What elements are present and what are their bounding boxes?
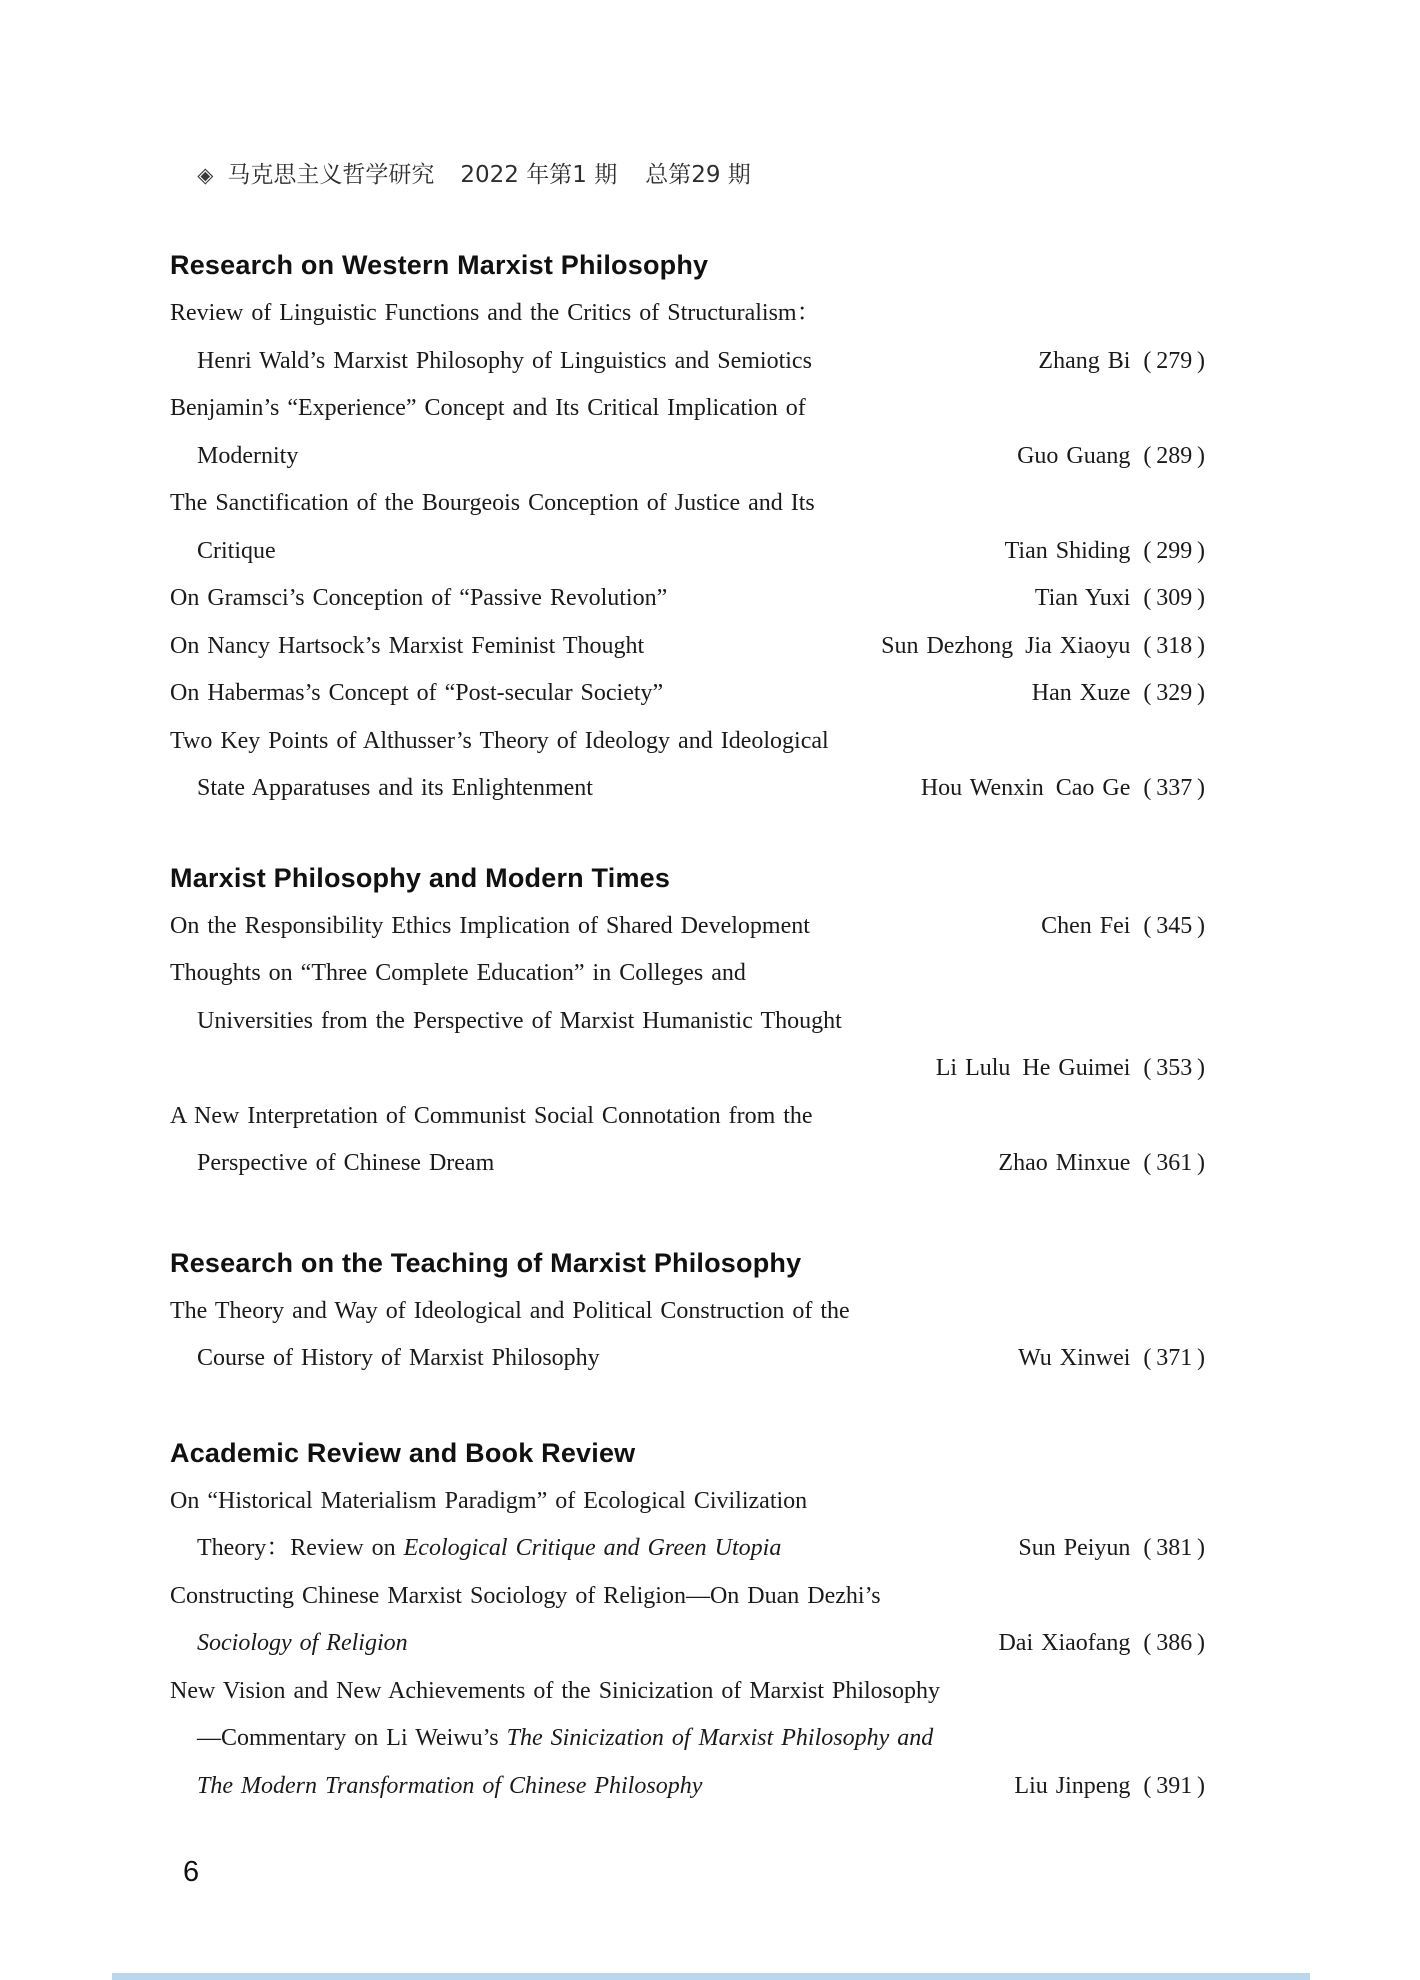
entry-title: On the Responsibility Ethics Implication of Shared Development [170, 912, 810, 939]
section-heading: Academic Review and Book Review [170, 1437, 636, 1468]
toc-entry-line [170, 290, 1205, 338]
entry-page: ( 381 ) [1143, 1535, 1205, 1561]
entry-title: Perspective of Chinese Dream [197, 1150, 495, 1176]
entry-title: Critique [197, 537, 276, 564]
toc-entry-line [170, 1093, 1205, 1141]
toc-entry-line [170, 480, 1205, 528]
toc-entry-line [170, 1525, 1205, 1573]
section-heading: Marxist Philosophy and Modern Times [170, 862, 671, 893]
entry-title: On Nancy Hartsock’s Marxist Feminist Thought [170, 632, 645, 659]
toc-entry-line [170, 623, 1205, 671]
entry-authors: Dai Xiaofang [998, 1630, 1131, 1656]
entry-authors-page [998, 1620, 1205, 1668]
toc-entry-line [170, 528, 1205, 576]
entry-title [170, 1715, 933, 1763]
entry-page: ( 361 ) [1143, 1150, 1205, 1176]
toc-entry-line [170, 433, 1205, 481]
entry-title: Two Key Points of Althusser’s Theory of Ideology and Ideological [170, 727, 829, 754]
toc-content [170, 240, 1205, 1810]
entry-authors-page [1017, 433, 1205, 481]
entry-title-italic: The Sinicization of Marxist Philosophy and [506, 1725, 934, 1751]
entry-page: ( 279 ) [1143, 347, 1205, 374]
entry-authors: Han Xuze [1031, 680, 1131, 706]
toc-entry-line [170, 998, 1205, 1046]
entry-authors-page [1014, 1763, 1205, 1811]
entry-title-italic: Ecological Critique and Green Utopia [403, 1535, 782, 1561]
entry-authors-page [936, 1045, 1205, 1093]
toc-entry-line [170, 1045, 1205, 1093]
entry-page: ( 391 ) [1143, 1772, 1205, 1799]
entry-authors-page [1005, 528, 1205, 576]
toc-entry-line [170, 575, 1205, 623]
entry-authors-page [1018, 1525, 1205, 1573]
entry-title: A New Interpretation of Communist Social Connotation from the [170, 1102, 813, 1129]
entry-authors-page [998, 1140, 1205, 1188]
entry-title: Henri Wald’s Marxist Philosophy of Linguistics and Semiotics [197, 347, 812, 374]
entry-authors: Li Lulu He Guimei [935, 1055, 1131, 1081]
diamond-icon: ◈ [197, 163, 214, 187]
journal-title: 马克思主义哲学研究 [227, 162, 435, 188]
page-header [168, 130, 751, 215]
entry-authors: Hou Wenxin Cao Ge [920, 775, 1131, 801]
toc-entry-line [170, 1140, 1205, 1188]
entry-authors: Tian Shiding [1004, 537, 1131, 564]
section-heading: Research on Western Marxist Philosophy [170, 250, 709, 280]
entry-authors: Sun Peiyun [1018, 1535, 1131, 1561]
entry-title-plain: Theory：Review on [197, 1535, 404, 1561]
entry-title: On Gramsci’s Conception of “Passive Revolution” [170, 585, 668, 611]
entry-authors-page [1032, 670, 1205, 718]
toc-entry-line [170, 338, 1205, 386]
volume-label: 总第29 期 [645, 162, 751, 188]
entry-authors-page [1038, 338, 1205, 386]
toc-entry-line [170, 1763, 1205, 1811]
toc-entry-line [170, 1335, 1205, 1383]
entry-title-italic: The Modern Transformation of Chinese Philosophy [197, 1772, 703, 1799]
entry-title-plain: —Commentary on Li Weiwu’s [197, 1725, 507, 1751]
entry-authors: Tian Yuxi [1034, 585, 1131, 611]
toc-entry-line [170, 1478, 1205, 1526]
entry-authors-page [1041, 903, 1205, 951]
entry-authors: Sun Dezhong Jia Xiaoyu [881, 632, 1131, 659]
entry-title: On Habermas’s Concept of “Post-secular Society” [170, 680, 664, 706]
scan-edge-artifact [112, 1973, 1310, 1980]
entry-title: Review of Linguistic Functions and the Critics of Structuralism： [170, 300, 821, 326]
entry-page: ( 318 ) [1143, 632, 1205, 659]
toc-entry-line [170, 1288, 1205, 1336]
entry-title: On “Historical Materialism Paradigm” of Ecological Civilization [170, 1487, 808, 1514]
toc-entry-line [170, 1620, 1205, 1668]
entry-title: Course of History of Marxist Philosophy [197, 1345, 600, 1371]
entry-page: ( 353 ) [1143, 1055, 1205, 1081]
issue-label: 2022 年第1 期 [460, 162, 618, 188]
entry-title: Thoughts on “Three Complete Education” in Colleges and [170, 960, 746, 986]
entry-title: Constructing Chinese Marxist Sociology of Religion—On Duan Dezhi’s [170, 1582, 881, 1609]
entry-authors: Liu Jinpeng [1014, 1772, 1131, 1799]
page-number: 6 [183, 1856, 200, 1888]
entry-page: ( 299 ) [1143, 537, 1205, 564]
entry-title-italic: Sociology of Religion [197, 1630, 408, 1656]
toc-entry-line [170, 765, 1205, 813]
entry-title: State Apparatuses and its Enlightenment [197, 775, 593, 801]
entry-title: Universities from the Perspective of Marxist Humanistic Thought [197, 1007, 842, 1034]
toc-entry-line [170, 1573, 1205, 1621]
entry-page: ( 309 ) [1143, 585, 1205, 611]
section-heading: Research on the Teaching of Marxist Philosophy [170, 1247, 802, 1278]
entry-page: ( 329 ) [1143, 680, 1205, 706]
toc-entry-line [170, 385, 1205, 433]
entry-authors: Guo Guang [1017, 442, 1131, 469]
toc-entry-line [170, 718, 1205, 766]
entry-title: The Sanctification of the Bourgeois Conception of Justice and Its [170, 490, 815, 516]
entry-authors-page [881, 623, 1205, 671]
entry-page: ( 345 ) [1143, 912, 1205, 939]
toc-entry-line [170, 1715, 1205, 1763]
entry-authors: Chen Fei [1041, 912, 1131, 939]
toc-entry-line [170, 1668, 1205, 1716]
entry-title: Modernity [197, 442, 299, 469]
entry-title: New Vision and New Achievements of the Sinicization of Marxist Philosophy [170, 1677, 941, 1704]
entry-page: ( 337 ) [1143, 775, 1205, 801]
entry-title [170, 1525, 781, 1573]
toc-entry-line [170, 670, 1205, 718]
entry-authors-page [921, 765, 1205, 813]
entry-page: ( 386 ) [1143, 1630, 1205, 1656]
entry-page: ( 371 ) [1143, 1345, 1205, 1371]
toc-entry-line [170, 950, 1205, 998]
entry-page: ( 289 ) [1143, 442, 1205, 469]
entry-authors-page [1035, 575, 1205, 623]
entry-title: Benjamin’s “Experience” Concept and Its Critical Implication of [170, 395, 806, 421]
entry-authors: Zhang Bi [1038, 347, 1131, 374]
entry-title: The Theory and Way of Ideological and Political Construction of the [170, 1297, 850, 1324]
entry-authors: Zhao Minxue [998, 1150, 1131, 1176]
entry-authors-page [1018, 1335, 1205, 1383]
entry-authors: Wu Xinwei [1018, 1345, 1131, 1371]
toc-entry-line [170, 903, 1205, 951]
